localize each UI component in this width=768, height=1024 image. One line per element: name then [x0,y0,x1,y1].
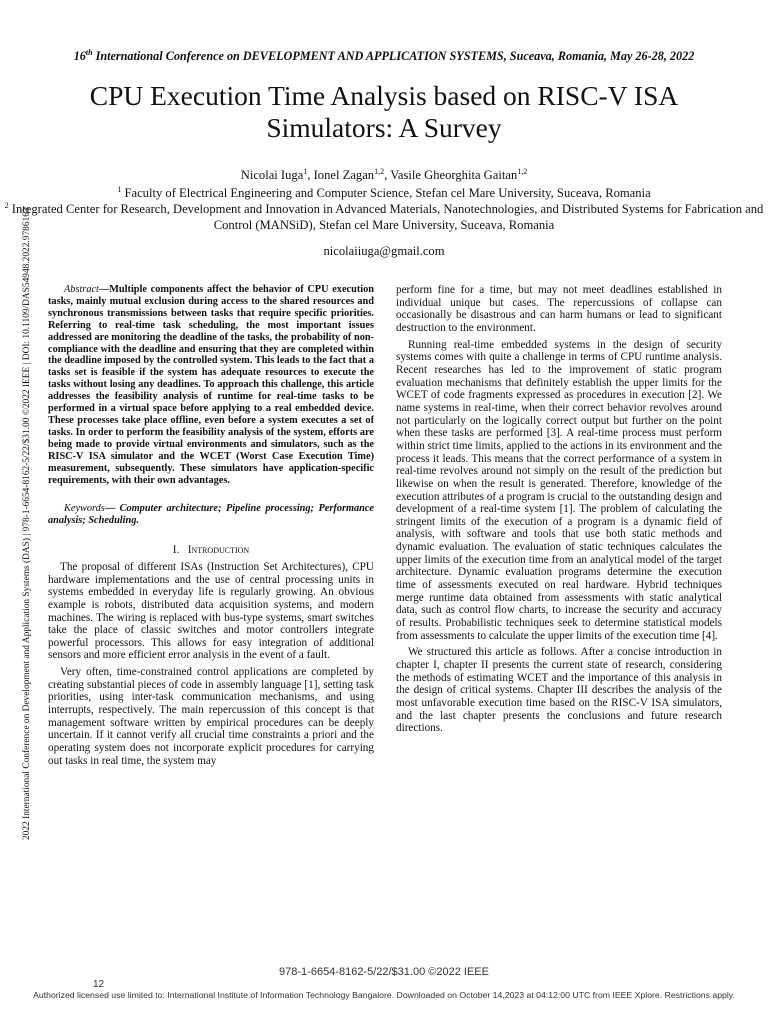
affiliation-1: $^1$ Faculty of Electrical Engineering and Computer Science, Stefan cel Mare University, Suceava, Romania [117,185,651,201]
paragraph: Very often, time-constrained control applications are completed by creating substantial pieces of code in assembly language [1], setting task priorities, using inter-task communication mechanisms, and using interrupts, respectively. The main repercussion of this concept is that management software written by empirical procedures can be deeply uncertain. If it cannot verify all crucial time constraints a priori and the operating system does not incorporate explicit procedures for carrying out tasks in real time, the system may [48,666,374,767]
author-affiliation-mark: 1,2 [374,167,385,176]
conference-header: 16th International Conference on DEVELOPMENT AND APPLICATION SYSTEMS, Suceava, Romania, May 26-28, 2022 [73,48,695,64]
right-column [396,284,722,735]
keywords: Keywords— Computer architecture; Pipeline processing; Performance analysis; Scheduling. [48,503,374,527]
author-name: Nicolai Iuga [240,168,304,183]
author-name: Ionel Zagan [313,168,375,183]
author-affiliation-mark: 1 [303,167,308,176]
affiliation-2: $^2$ Integrated Center for Research, Development and Innovation in Advanced Materials, Nanotechnologies, and Distributed Systems for Fabrication and Control (MANSiD), Stefan cel Mare University, Suceava, Romania [4,201,764,232]
paragraph: Running real-time embedded systems in the design of security systems comes with quite a challenge in terms of CPU runtime analysis. Recent researches has led to the improvement of static program evaluation mechanisms that definitely establish the upper limits for the WCET of code fragments expressed as procedures in execution [2]. We name systems in real-time, when their correct behavior revolves around not particularly on the logically correct output but further on the point when these tasks are performed [3]. A real-time process must perform within strict time limits, applied to the actions in its environment and the process it leads. This means that the correct performance of a system in real-time revolves around not simply on the result of the prediction but likewise on when the result is generated. Therefore, knowledge of the execution attributes of a program is crucial to the outstanding design and development of a real-time system [1]. The problem of calculating the stringent limits of the execution of a program is a dynamic field of analysis, with software and tools that use both static methods and dynamic evaluation. The evaluation of static techniques calculates the upper limits of the execution time from an analytical model of the target architecture. Dynamic evaluation programs determine the execution time of assessments executed on real hardware. Hybrid techniques merge runtime data obtained from assessments with static analytical data, such as control flow charts, to increase the security and accuracy of results. Probabilistic techniques seek to determine statistical models from assessments to calculate the upper limits of the execution time [4]. [396,338,722,642]
paragraph: The proposal of different ISAs (Instruction Set Architectures), CPU hardware implementations and the use of central processing units in systems embedded in everyday life is regularly growing. An obvious example is robots, distributed data acquisition systems, and modern machines. The wiring is replaced with bus-type systems, smart switches take the place of classic switches and motor controllers integrate powerful processors. This allows for easy integration of additional sensors and more efficient error analysis in the event of a fault. [48,560,374,662]
author-email[interactable]: nicolaiiuga@gmail.com [323,244,445,258]
paper-title: CPU Execution Time Analysis based on RISC-V ISA Simulators: A Survey [89,80,679,143]
abstract: Abstract—Multiple components affect the behavior of CPU execution tasks, mainly mutual exclusion during access to the shared resources and synchronous transmissions between tasks that require specific priorities. Referring to real-time task scheduling, the most important issues addressed are monitoring the deadline of the tasks, the probability of non-compliance with the deadline and ensuring that they are completed within the deadline imposed by the controlled system. This leads to the fact that a tasks set is feasible if the system has adequate resources to execute the tasks without losing any deadlines. To approach this challenge, this article addresses the feasibility analysis of runtime for real-time tasks to be performed in a virtual space before applying to a real embedded device. These processes take place offline, even before a system executes a set of tasks. In order to perform the feasibility analysis of the system, efforts are being made to provide virtual environments and simulators, such as the RISC-V ISA simulator and the WCET (Worst Case Execution Time) measurement, subsequently. These simulators have application-specific requirements, with their own advantages. [48,284,374,486]
section-heading-introduction: I. Introduction [172,544,250,557]
license-notice: Authorized licensed use limited to: International Institute of Information Technology Bangalore. Downloaded on October 14,2023 at 04:12:00 UTC from IEEE Xplore. Restrictions apply. [33,990,735,1000]
side-citation-text: 2022 International Conference on Development and Application Systems (DAS) | 978-1-6654-8162-5/22/$31.00 ©2022 IEEE | DOI: 10.1109/DAS54948.2022.9786163 [22,207,32,840]
footer-isbn: 978-1-6654-8162-5/22/$31.00 ©2022 IEEE [279,966,489,978]
left-column [48,284,374,767]
paragraph: perform fine for a time, but may not meet deadlines established in individual unique but cases. The repercussions of collapse can occasionally be disastrous and can harm humans or lead to significant destruction to the environment. [396,284,722,334]
author-name: Vasile Gheorghita Gaitan [390,168,518,183]
abstract-label: Abstract [64,284,99,295]
keywords-label: Keywords [64,503,105,515]
author-list: Nicolai Iuga$^1$, Ionel Zagan$^{1,2}$, Vasile Gheorghita Gaitan$^{1,2}$ [240,167,528,183]
author-affiliation-mark: 1,2 [517,167,528,176]
page-number: 12 [93,979,105,990]
paragraph: We structured this article as follows. After a concise introduction in chapter I, chapter II presents the current state of research, considering the methods of estimating WCET and the importance of this analysis in the design of critical systems. Chapter III describes the analysis of the most unfavorable execution time based on the RISC-V ISA simulators, and the last chapter presents the conclusions and future research directions. [396,646,722,735]
